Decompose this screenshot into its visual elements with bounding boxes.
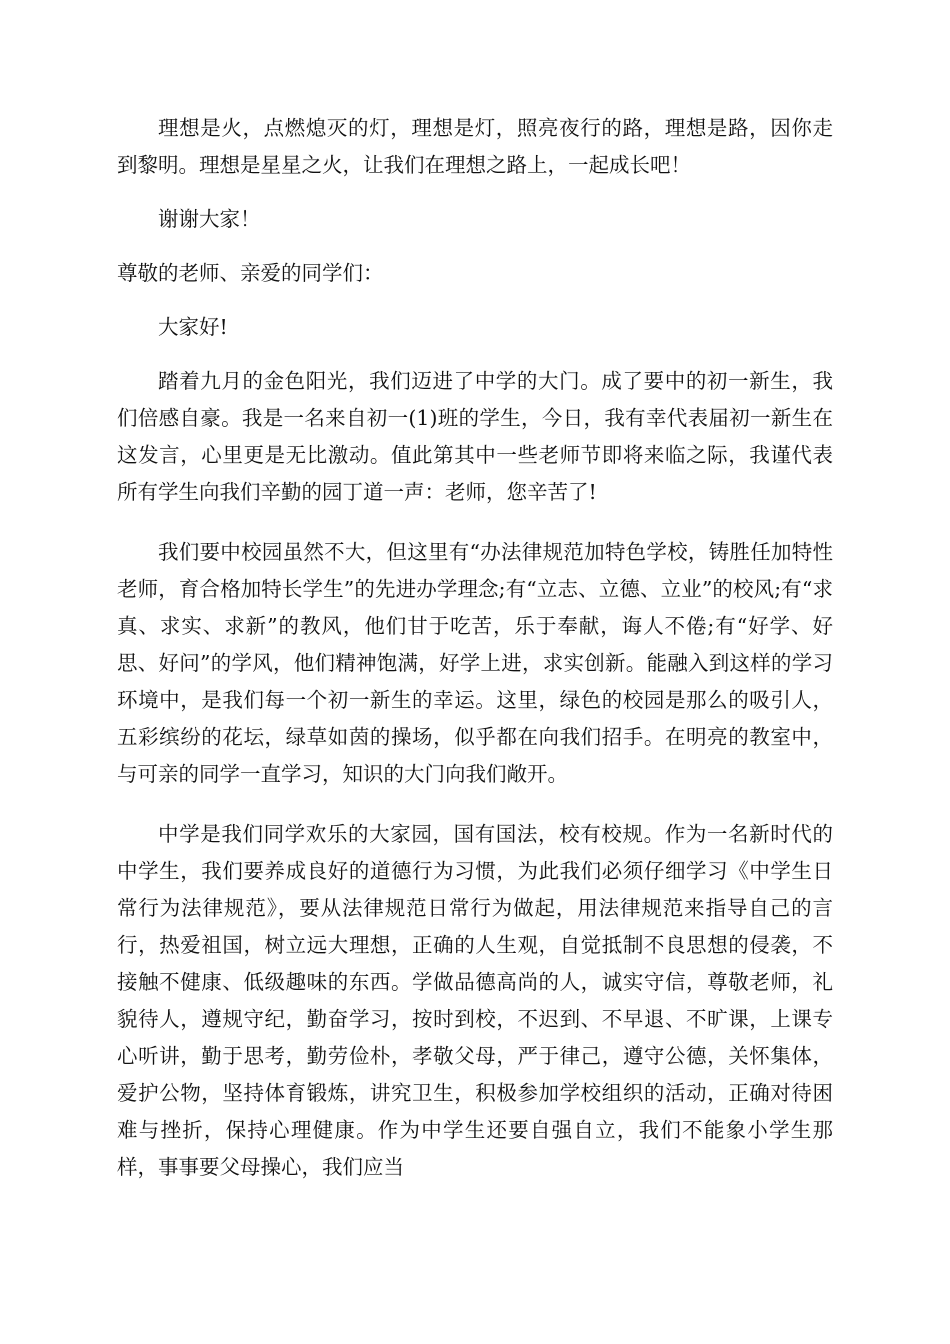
document-page: [117, 110, 833, 1186]
paragraph-campus: 我们要中校园虽然不大，但这里有“办法律规范加特色学校，铸胜任加特性老师，育合格加特长学生”的先进办学理念;有“立志、立德、立业”的校风;有“求真、求实、求新”的教风，他们甘于吃苦，乐于奉献，诲人不倦;有“好学、好思、好问”的学风，他们精神饱满，好学上进，求实创新。能融入到这样的学习环境中，是我们每一个初一新生的幸运。这里，绿色的校园是那么的吸引人，五彩缤纷的花坛，绿草如茵的操场，似乎都在向我们招手。在明亮的教室中，与可亲的同学一直学习，知识的大门向我们敞开。: [117, 540, 833, 786]
paragraph-salutation: 尊敬的老师、亲爱的同学们：: [117, 261, 384, 285]
paragraph-greeting: 大家好!: [158, 315, 228, 339]
paragraph-september: 踏着九月的金色阳光，我们迈进了中学的大门。成了要中的初一新生，我们倍感自豪。我是一名来自初一(1)班的学生，今日，我有幸代表届初一新生在这发言，心里更是无比激动。值此第其中一些老师节即将来临之际，我谨代表所有学生向我们辛勤的园丁道一声：老师，您辛苦了!: [117, 369, 833, 504]
paragraph-thanks: 谢谢大家！: [158, 207, 261, 231]
paragraph-school-rules: 中学是我们同学欢乐的大家园，国有国法，校有校规。作为一名新时代的中学生，我们要养成良好的道德行为习惯，为此我们必须仔细学习《中学生日常行为法律规范》，要从法律规范日常行为做起，用法律规范来指导自己的言行，热爱祖国，树立远大理想，正确的人生观，自觉抵制不良思想的侵袭，不接触不健康、低级趣味的东西。学做品德高尚的人，诚实守信，尊敬老师，礼貌待人，遵规守纪，勤奋学习，按时到校，不迟到、不早退、不旷课，上课专心听讲，勤于思考，勤劳俭朴，孝敬父母，严于律己，遵守公德，关怀集体，爱护公物，坚持体育锻炼，讲究卫生，积极参加学校组织的活动，正确对待困难与挫折，保持心理健康。作为中学生还要自强自立，我们不能象小学生那样，事事要父母操心，我们应当: [117, 822, 833, 1179]
paragraph-ideal-fire: 理想是火，点燃熄灭的灯，理想是灯，照亮夜行的路，理想是路，因你走到黎明。理想是星星之火，让我们在理想之路上，一起成长吧！: [117, 116, 833, 177]
